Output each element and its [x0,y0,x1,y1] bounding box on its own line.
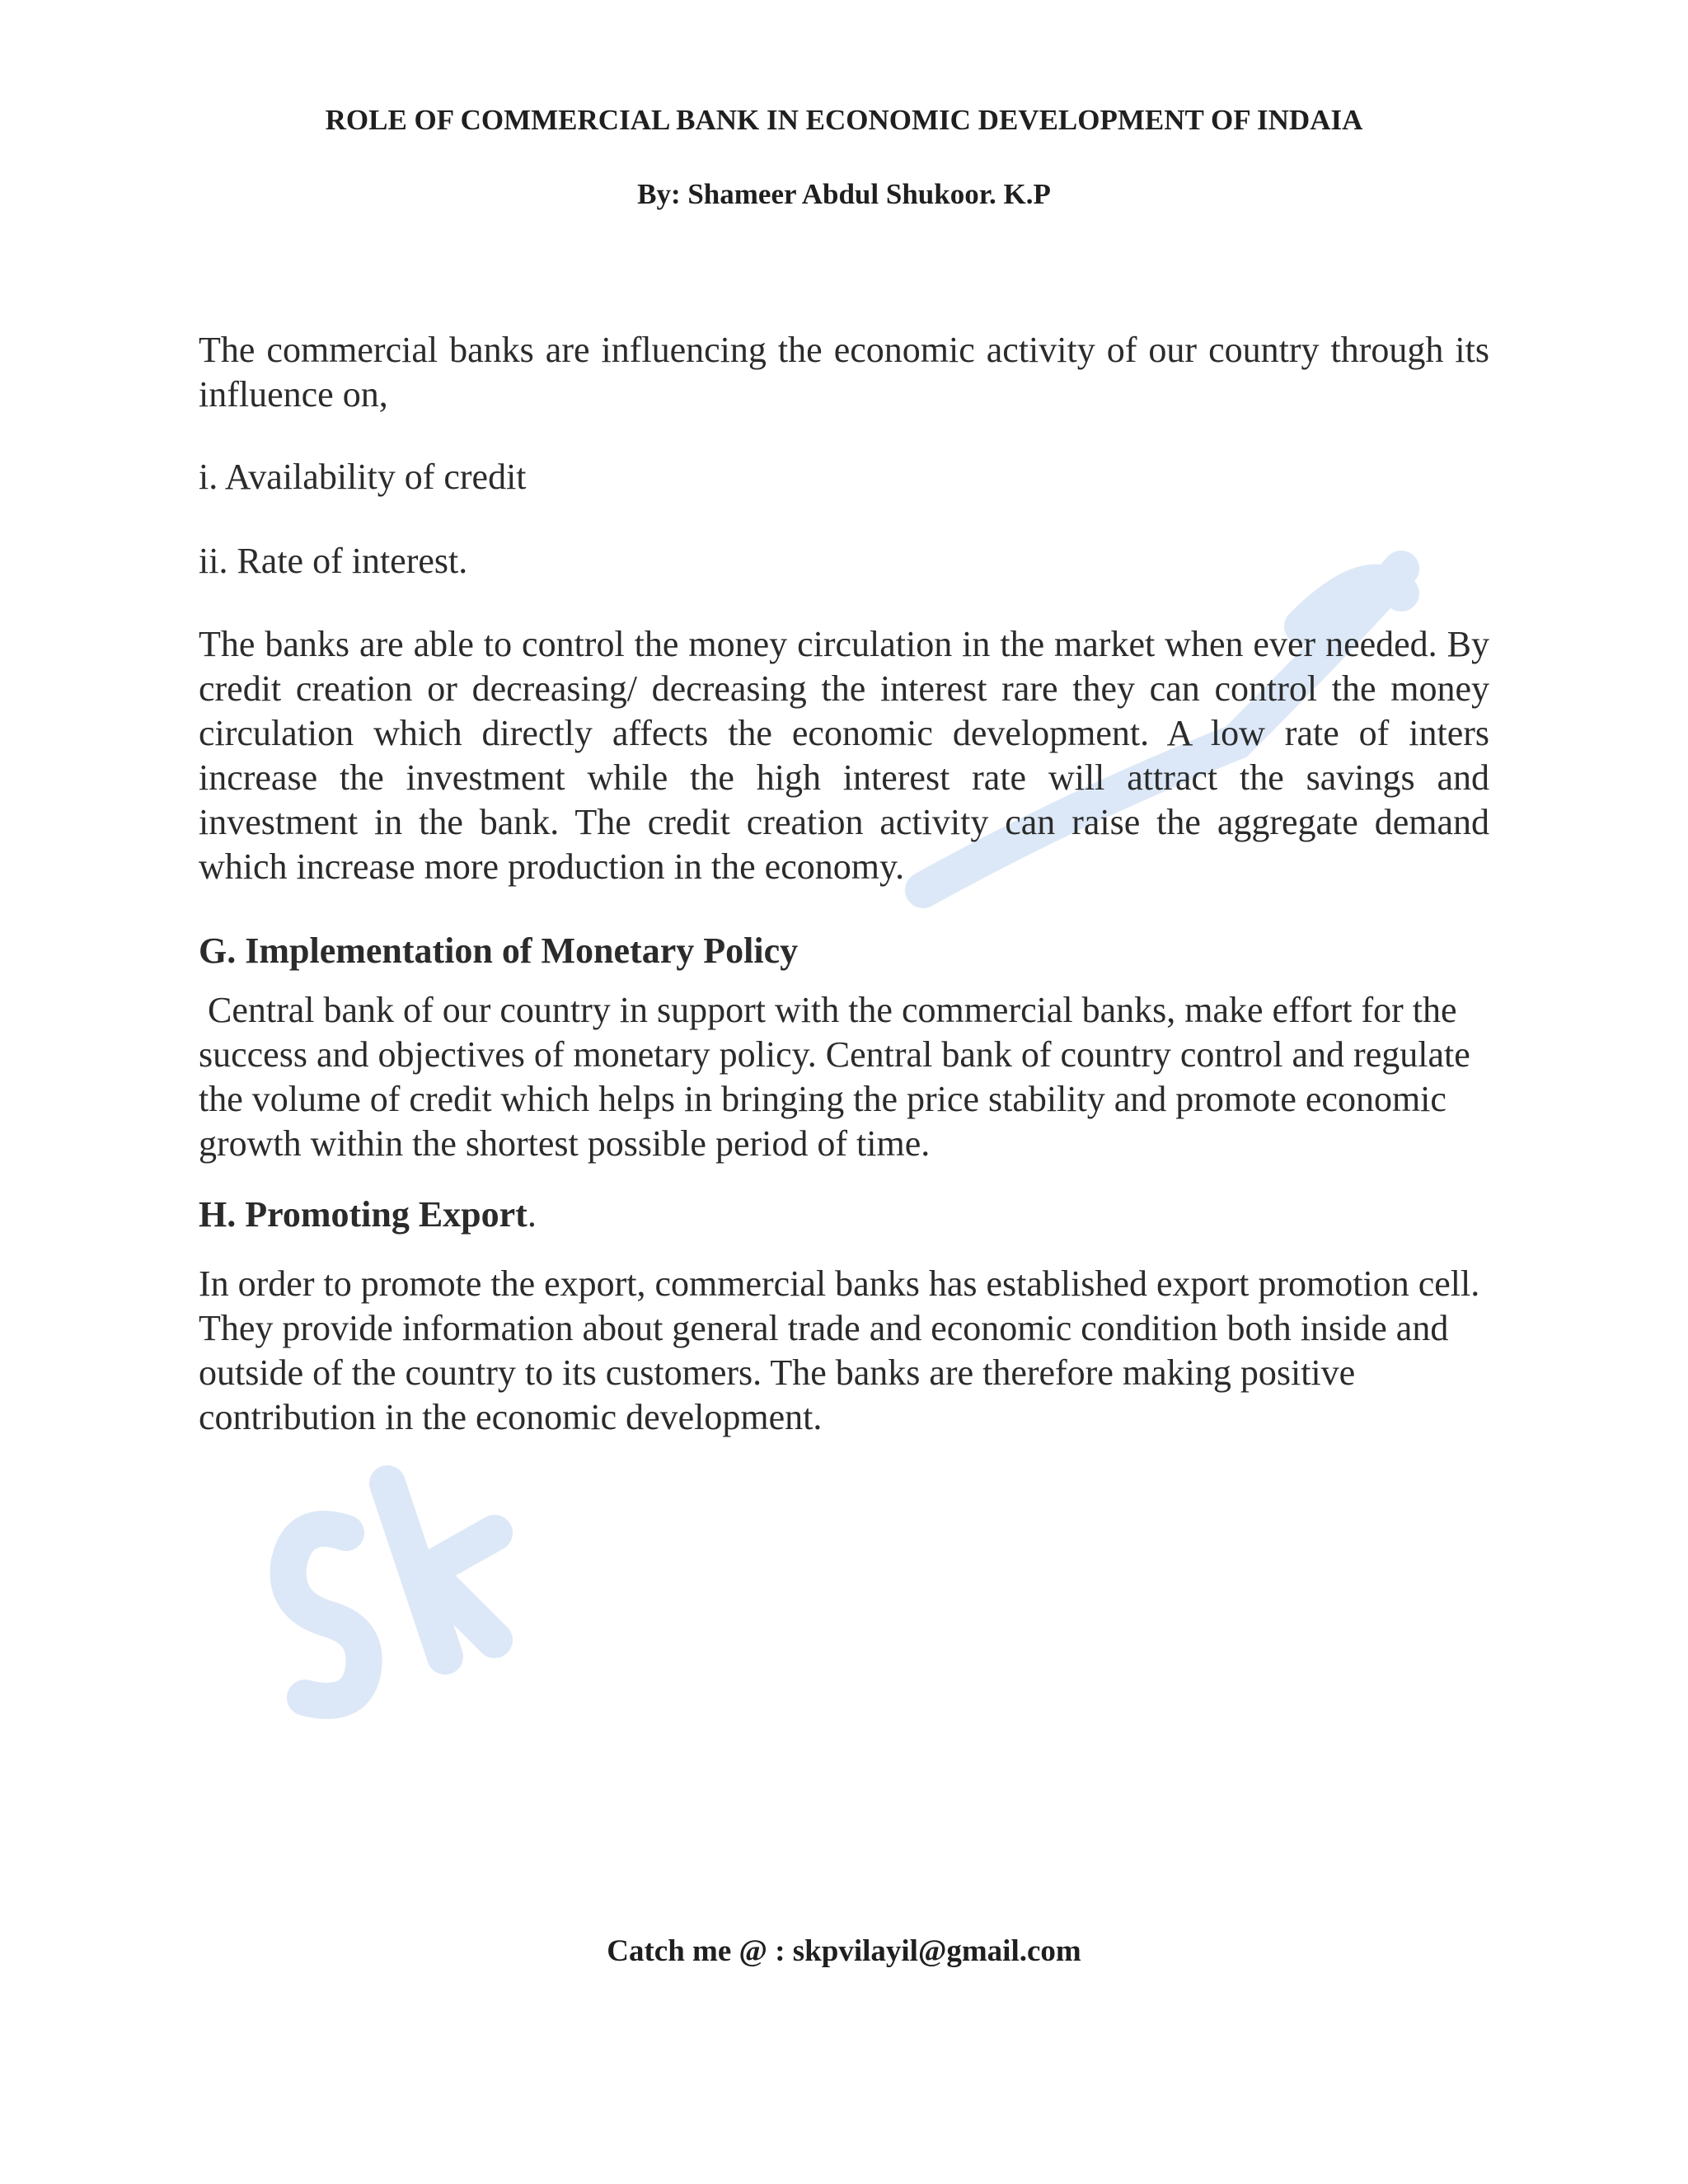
section-g-indent [199,990,208,1030]
document-title: ROLE OF COMMERCIAL BANK IN ECONOMIC DEVELOPMENT OF INDAIA [325,104,1363,136]
section-g-heading: G. Implementation of Monetary Policy [199,930,799,971]
section-h-heading-text: H. Promoting Export [199,1194,528,1235]
section-h-heading [199,1193,1489,1237]
list-item: i. Availability of credit [199,457,527,497]
section-h-heading-period: . [527,1194,537,1235]
intro-paragraph: The commercial banks are influencing the economic activity of our country through its influence on, [199,330,1489,415]
money-circulation-paragraph: The banks are able to control the money circulation in the market when ever needed. By credit creation or decreasing/ decreasing the interest rare they can control the money circulation which directly affects the economic development. A low rate of inters increase the investment while the high interest rate will attract the savings and investment in the bank. The credit creation activity can raise the aggregate demand which increase more production in the economy. [199,624,1489,887]
section-g-body [199,988,1489,1166]
list-item: ii. Rate of interest. [199,541,468,581]
section-h-body: In order to promote the export, commercial banks has established export promotion cell. They provide information about general trade and economic condition both inside and outside of the country to its customers. The banks are therefore making positive contribution in the economic development. [199,1263,1480,1437]
contact-footer: Catch me @ : skpvilayil@gmail.com [607,1934,1081,1968]
section-g-text: Central bank of our country in support with the commercial banks, make effort for the success and objectives of monetary policy. Central bank of country control and regulate the volume of credit which helps in bringing the price stability and promote economic growth within the shortest possible period of time. [199,990,1470,1164]
author-byline: By: Shameer Abdul Shukoor. K.P [637,178,1051,210]
